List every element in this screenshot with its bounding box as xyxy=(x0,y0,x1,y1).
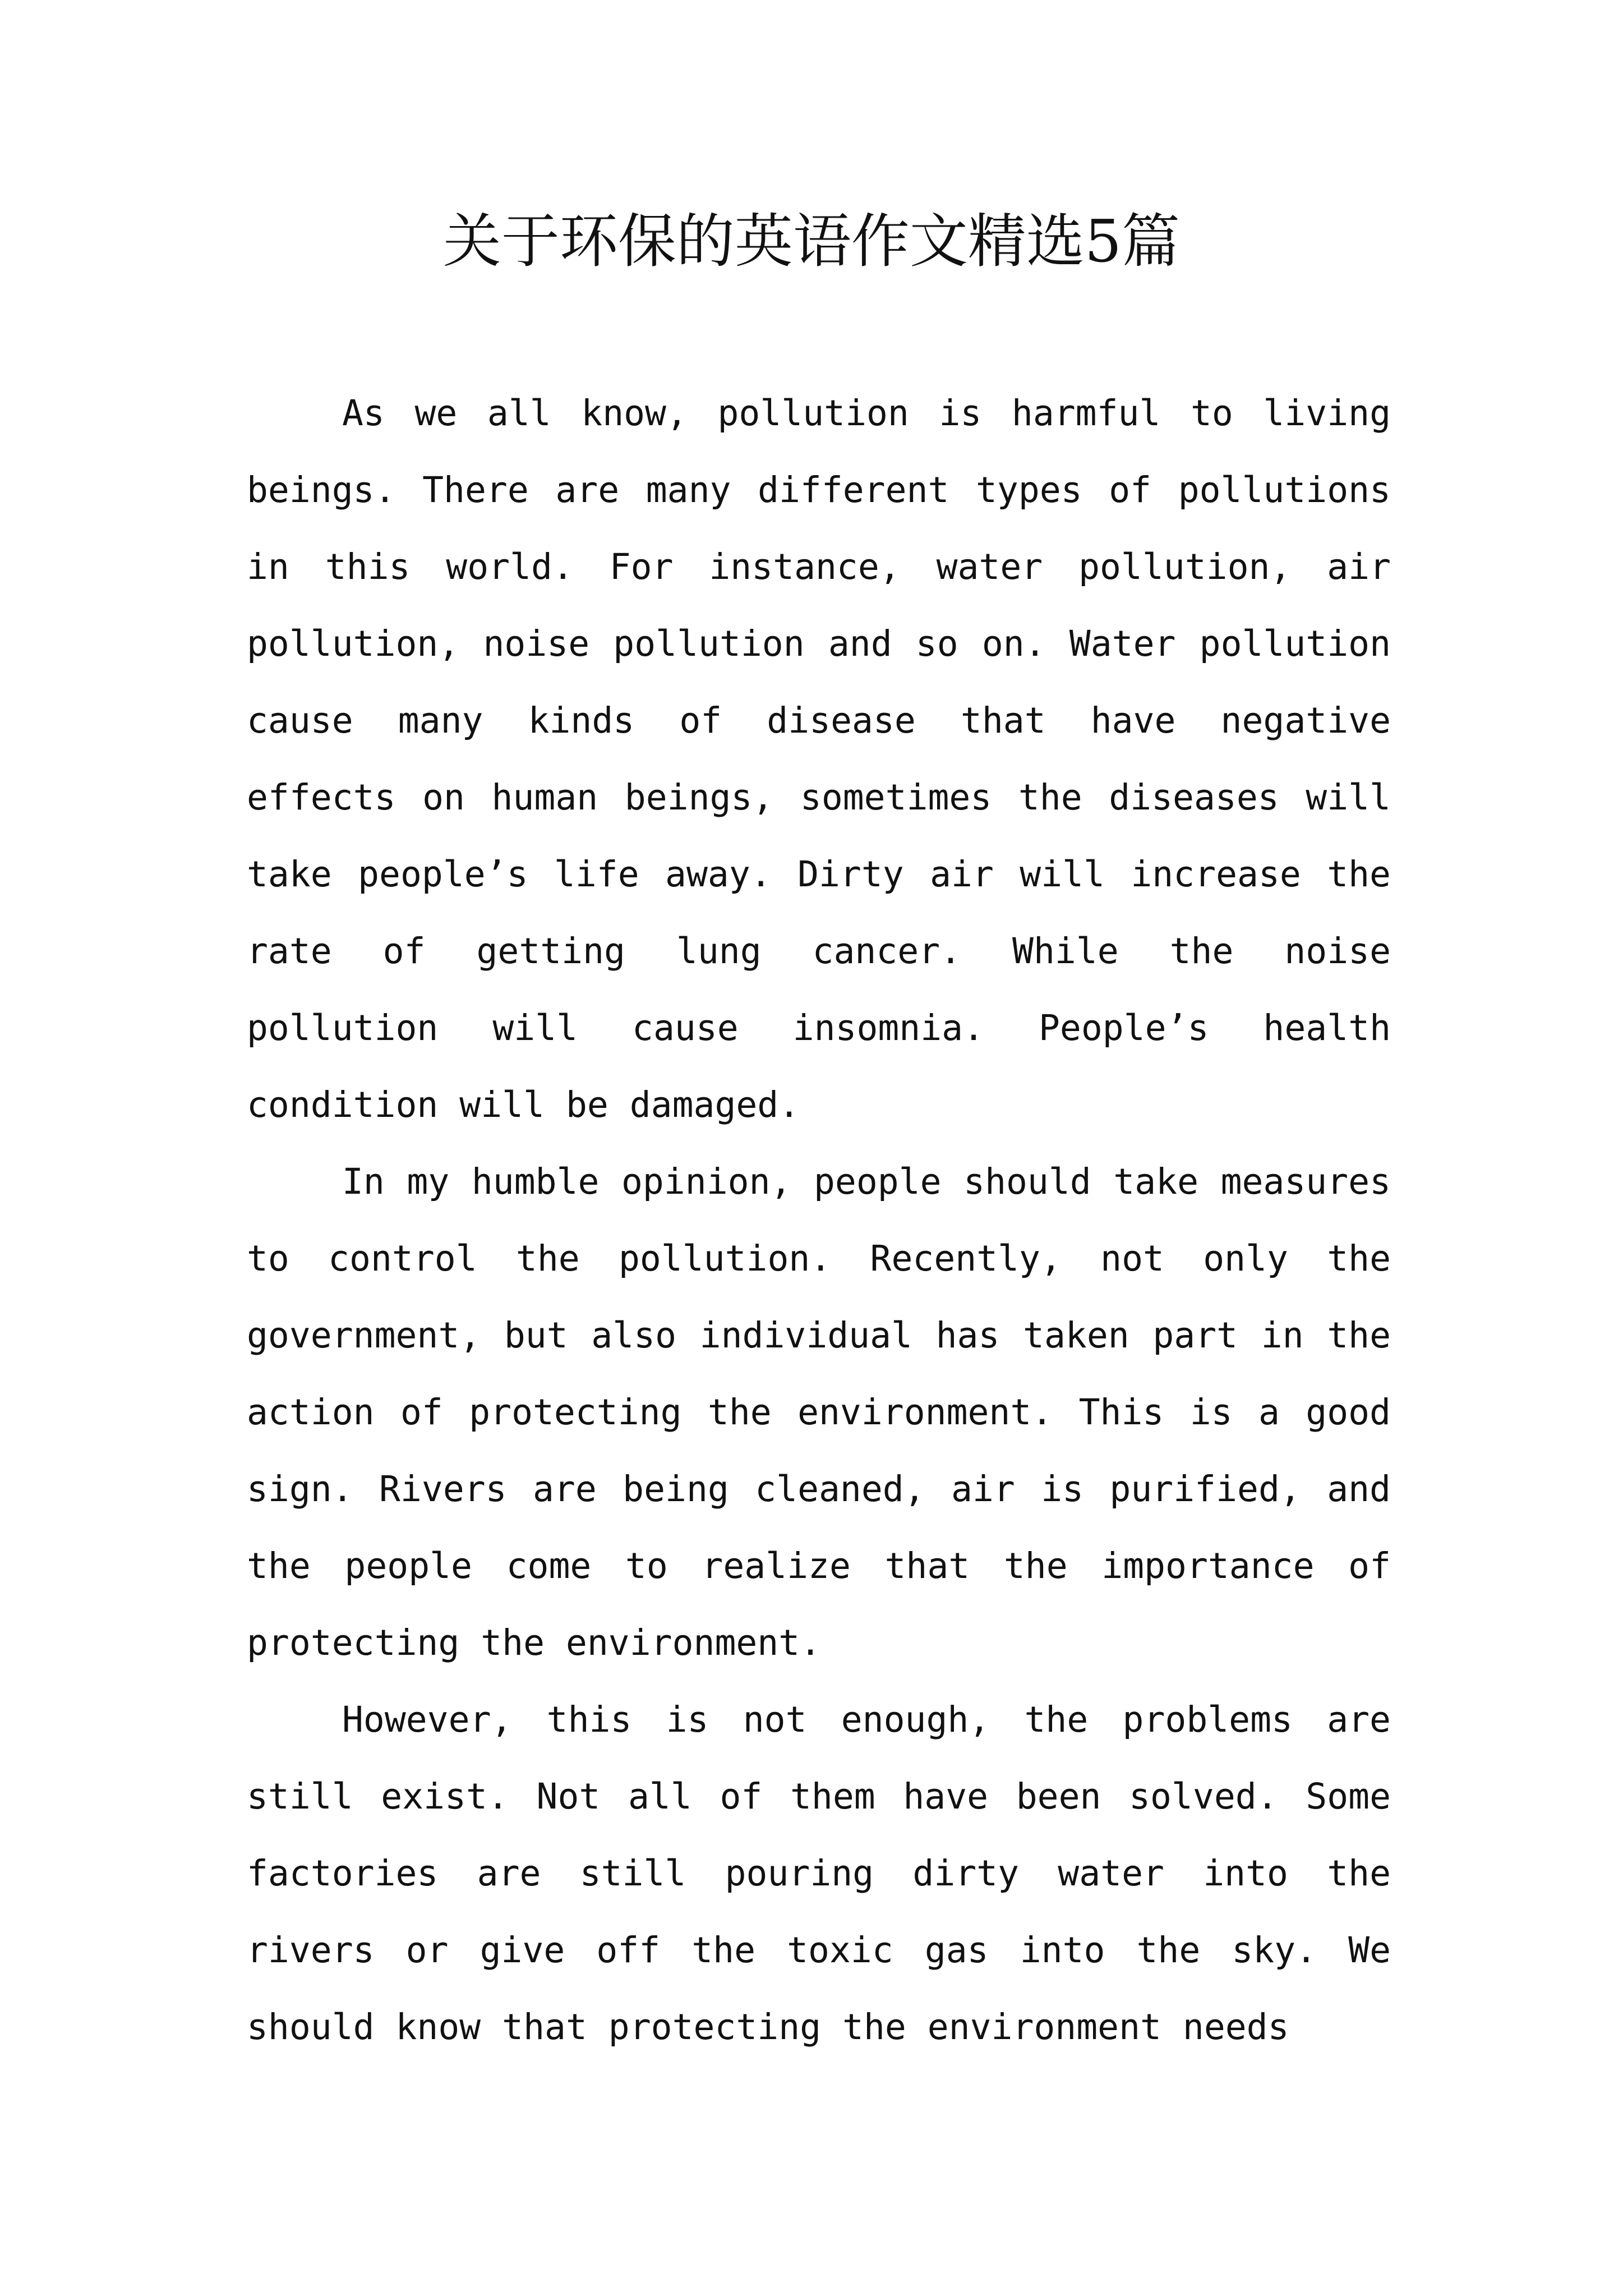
document-body xyxy=(247,375,1391,2065)
paragraph: However, this is not enough, the problems are still exist. Not all of them have been solved. Some factories are still pouring dirty water into the rivers or give off the toxic gas into the sky. We should know that protecting the environment needs xyxy=(247,1699,1391,2047)
paragraph: As we all know, pollution is harmful to living beings. There are many different types of pollutions in this world. For instance, water pollution, air pollution, noise pollution and so on. Water pollution cause many kinds of disease that have negative effects on human beings, sometimes the diseases will take people’s life away. Dirty air will increase the rate of getting lung cancer. While the noise pollution will cause insomnia. People’s health condition will be damaged. xyxy=(247,393,1391,1125)
document-title: 关于环保的英语作文精选5篇 xyxy=(442,207,1181,275)
paragraph: In my humble opinion, people should take measures to control the pollution. Recently, not only the government, but also individual has taken part in the action of protecting the environment. This is a good sign. Rivers are being cleaned, air is purified, and the people come to realize that the importance of protecting the environment. xyxy=(247,1161,1391,1663)
